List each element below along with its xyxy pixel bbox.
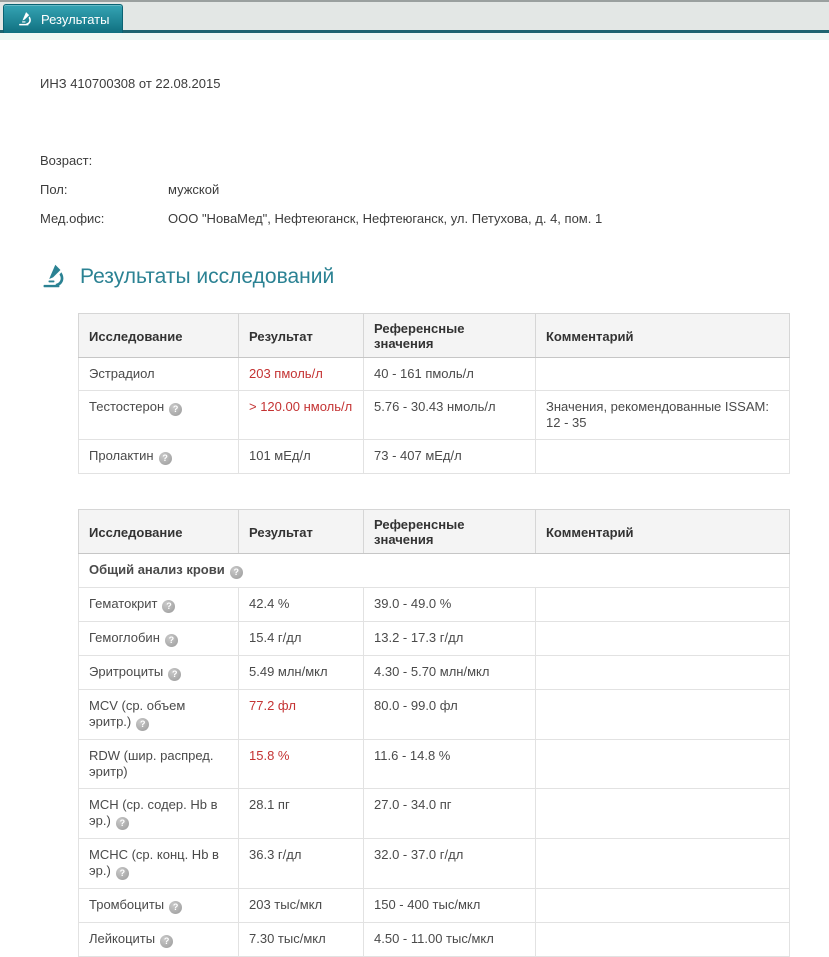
- help-icon[interactable]: ?: [169, 901, 182, 914]
- result-cell: [239, 839, 364, 889]
- table-row: [79, 923, 790, 957]
- results-table-body: [79, 554, 790, 957]
- patient-office-value: ООО "НоваМед", Нефтеюганск, Нефтеюганск, ул. Петухова, д. 4, пом. 1: [168, 211, 603, 226]
- reference-cell: 32.0 - 37.0 г/дл: [364, 839, 536, 889]
- tabbar-underline-strip: [0, 33, 829, 40]
- result-value: 101 мЕд/л: [249, 448, 311, 463]
- result-value: 203 тыс/мкл: [249, 897, 323, 912]
- analysis-name-cell: MCV (ср. объем эритр.) ?: [79, 690, 239, 740]
- result-value: 15.4 г/дл: [249, 630, 302, 645]
- result-cell: [239, 622, 364, 656]
- tab-bar: [0, 0, 829, 33]
- table-row: [79, 789, 790, 839]
- comment-cell: [536, 789, 790, 839]
- reference-cell: 11.6 - 14.8 %: [364, 740, 536, 789]
- page-title: Результаты исследований: [80, 264, 335, 288]
- comment-cell: [536, 622, 790, 656]
- help-icon[interactable]: ?: [116, 817, 129, 830]
- reference-cell: 73 - 407 мЕд/л: [364, 440, 536, 474]
- patient-sex-label: Пол:: [40, 182, 68, 197]
- help-icon[interactable]: ?: [168, 668, 181, 681]
- column-header: Комментарий: [536, 510, 790, 554]
- comment-cell: [536, 889, 790, 923]
- tab-results-label: Результаты: [41, 11, 110, 27]
- column-header: Результат: [239, 314, 364, 358]
- table-row: [79, 588, 790, 622]
- microscope-icon: [40, 263, 67, 290]
- analysis-name-cell: RDW (шир. распред. эритр): [79, 740, 239, 789]
- column-header: Референсные значения: [364, 314, 536, 358]
- comment-cell: [536, 740, 790, 789]
- table-row: [79, 391, 790, 440]
- comment-cell: [536, 923, 790, 957]
- tab-results[interactable]: [3, 4, 123, 33]
- help-icon[interactable]: ?: [162, 600, 175, 613]
- result-cell: [239, 588, 364, 622]
- patient-office-row: [40, 211, 789, 227]
- analysis-name-cell: Тромбоциты ?: [79, 889, 239, 923]
- result-cell: [239, 358, 364, 391]
- comment-cell: [536, 440, 790, 474]
- result-value: 28.1 пг: [249, 797, 290, 812]
- help-icon[interactable]: ?: [160, 935, 173, 948]
- result-cell: [239, 391, 364, 440]
- table-row: [79, 740, 790, 789]
- result-cell: [239, 656, 364, 690]
- patient-age-label: Возраст:: [40, 153, 93, 168]
- result-value: 36.3 г/дл: [249, 847, 302, 862]
- analysis-name-cell: Лейкоциты ?: [79, 923, 239, 957]
- page-content: [0, 76, 829, 957]
- reference-cell: 150 - 400 тыс/мкл: [364, 889, 536, 923]
- group-row: [79, 554, 790, 588]
- result-cell: [239, 440, 364, 474]
- table-header-row: [79, 314, 790, 358]
- help-icon[interactable]: ?: [169, 403, 182, 416]
- result-value: > 120.00 нмоль/л: [249, 399, 353, 414]
- comment-cell: [536, 656, 790, 690]
- comment-cell: Значения, рекомендованные ISSAM: 12 - 35: [536, 391, 790, 440]
- reference-cell: 13.2 - 17.3 г/дл: [364, 622, 536, 656]
- help-icon[interactable]: ?: [159, 452, 172, 465]
- result-value: 7.30 тыс/мкл: [249, 931, 326, 946]
- table-row: [79, 690, 790, 740]
- help-icon[interactable]: ?: [116, 867, 129, 880]
- table-row: [79, 839, 790, 889]
- reference-cell: 4.30 - 5.70 млн/мкл: [364, 656, 536, 690]
- result-cell: [239, 889, 364, 923]
- result-value: 77.2 фл: [249, 698, 296, 713]
- comment-cell: [536, 358, 790, 391]
- analysis-name-cell: Гемоглобин ?: [79, 622, 239, 656]
- order-number-line: ИНЗ 410700308 от 22.08.2015: [40, 76, 221, 91]
- result-cell: [239, 690, 364, 740]
- result-value: 15.8 %: [249, 748, 290, 763]
- column-header: Результат: [239, 510, 364, 554]
- table-row: [79, 889, 790, 923]
- reference-cell: 4.50 - 11.00 тыс/мкл: [364, 923, 536, 957]
- reference-cell: 80.0 - 99.0 фл: [364, 690, 536, 740]
- result-value: 203 пмоль/л: [249, 366, 323, 381]
- reference-cell: 27.0 - 34.0 пг: [364, 789, 536, 839]
- patient-age-row: [40, 153, 789, 169]
- analysis-name-cell: MCHC (ср. конц. Hb в эр.) ?: [79, 839, 239, 889]
- comment-cell: [536, 839, 790, 889]
- group-name-cell: Общий анализ крови ?: [79, 554, 790, 588]
- help-icon[interactable]: ?: [165, 634, 178, 647]
- column-header: Исследование: [79, 314, 239, 358]
- reference-cell: 5.76 - 30.43 нмоль/л: [364, 391, 536, 440]
- patient-sex-value: мужской: [168, 182, 220, 197]
- analysis-name-cell: Пролактин ?: [79, 440, 239, 474]
- results-table-cbc: [78, 509, 790, 957]
- help-icon[interactable]: ?: [230, 566, 243, 579]
- table-header-row: [79, 510, 790, 554]
- table-row: [79, 656, 790, 690]
- column-header: Комментарий: [536, 314, 790, 358]
- results-table-hormones: [78, 313, 790, 474]
- reference-cell: 40 - 161 пмоль/л: [364, 358, 536, 391]
- result-cell: [239, 923, 364, 957]
- result-value: 5.49 млн/мкл: [249, 664, 328, 679]
- results-table-body: [79, 358, 790, 474]
- patient-info-block: [40, 153, 789, 227]
- result-value: 42.4 %: [249, 596, 290, 611]
- microscope-icon: [17, 11, 33, 27]
- analysis-name-cell: MCH (ср. содер. Hb в эр.) ?: [79, 789, 239, 839]
- analysis-name-cell: Эритроциты ?: [79, 656, 239, 690]
- table-row: [79, 622, 790, 656]
- patient-office-label: Мед.офис:: [40, 211, 105, 226]
- patient-sex-row: [40, 182, 789, 198]
- table-row: [79, 358, 790, 391]
- comment-cell: [536, 690, 790, 740]
- help-icon[interactable]: ?: [136, 718, 149, 731]
- column-header: Референсные значения: [364, 510, 536, 554]
- reference-cell: 39.0 - 49.0 %: [364, 588, 536, 622]
- analysis-name-cell: Тестостерон ?: [79, 391, 239, 440]
- column-header: Исследование: [79, 510, 239, 554]
- result-cell: [239, 740, 364, 789]
- section-heading: [40, 263, 789, 290]
- result-cell: [239, 789, 364, 839]
- table-row: [79, 440, 790, 474]
- comment-cell: [536, 588, 790, 622]
- analysis-name-cell: Эстрадиол: [79, 358, 239, 391]
- analysis-name-cell: Гематокрит ?: [79, 588, 239, 622]
